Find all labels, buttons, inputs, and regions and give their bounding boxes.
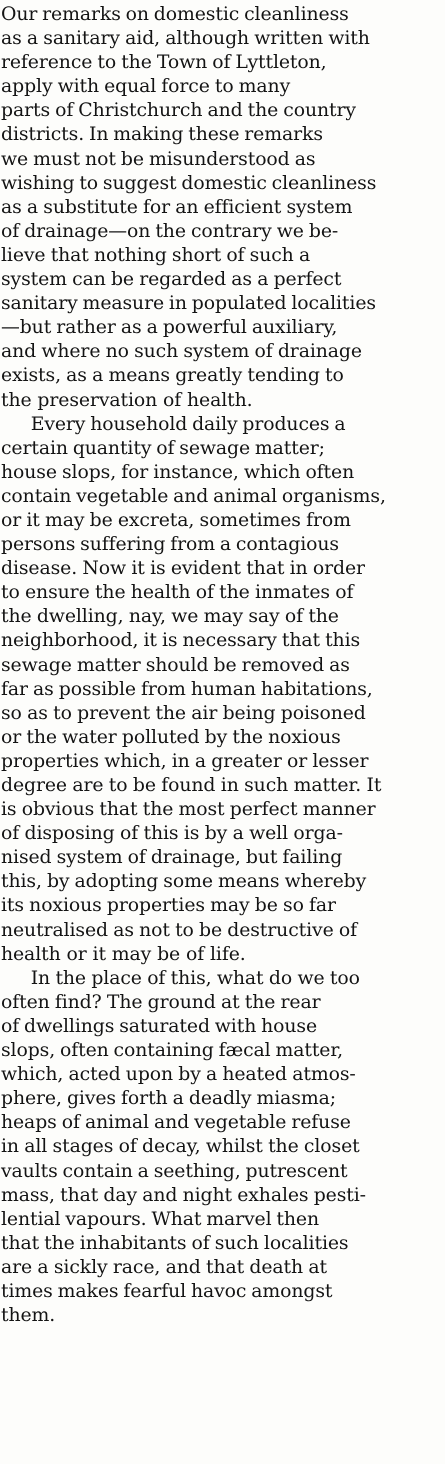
text-line: we must not be misunderstood as <box>0 147 316 170</box>
text-line: wishing to suggest domestic cleanliness <box>0 171 377 194</box>
text-line: system can be regarded as a perfect <box>0 268 342 291</box>
text-line: which, acted upon by a heated atmos- <box>0 1063 356 1086</box>
text-line: mass, that day and night exhales pesti- <box>0 1183 366 1206</box>
text-line: house slops, for instance, which often <box>0 460 355 483</box>
text-line: as a substitute for an efficient system <box>0 195 353 218</box>
article-paragraph <box>0 412 445 966</box>
text-line: Our remarks on domestic cleanliness <box>0 3 349 25</box>
text-line: is obvious that the most perfect manner <box>0 798 376 821</box>
text-line: the dwelling, nay, we may say of the <box>0 605 339 628</box>
text-line: In the place of this, what do we too <box>30 966 360 989</box>
text-line: degree are to be found in such matter. It <box>0 774 382 796</box>
text-line: exists, as a means greatly tending to <box>0 364 344 387</box>
text-line: health or it may be of life. <box>0 942 246 965</box>
text-line: sewage matter should be removed as <box>0 653 350 676</box>
text-line: its noxious properties may be so far <box>0 894 336 917</box>
text-line: lieve that nothing short of such a <box>0 243 311 266</box>
text-line: phere, gives forth a deadly miasma; <box>0 1087 337 1110</box>
text-line: of drainage—on the contrary we be- <box>0 219 339 242</box>
text-line: this, by adopting some means whereby <box>0 870 367 893</box>
text-line: disease. Now it is evident that in order <box>0 557 365 580</box>
text-line: nised system of drainage, but failing <box>0 846 343 869</box>
text-line: the preservation of health. <box>0 388 253 411</box>
text-line: in all stages of decay, whilst the closet <box>0 1135 360 1158</box>
text-line: reference to the Town of Lyttleton, <box>0 51 327 74</box>
text-line: as a sanitary aid, although written with <box>0 27 370 50</box>
text-line: them. <box>0 1304 56 1327</box>
text-line: or it may be excreta, sometimes from <box>0 508 351 531</box>
text-line: certain quantity of sewage matter; <box>0 436 325 459</box>
text-line: districts. In making these remarks <box>0 123 323 146</box>
text-line: so as to prevent the air being poisoned <box>0 701 366 724</box>
text-line: persons suffering from a contagious <box>0 533 339 556</box>
text-line: properties which, in a greater or lesser <box>0 749 369 772</box>
text-line: heaps of animal and vegetable refuse <box>0 1111 351 1134</box>
text-line: neutralised as not to be destructive of <box>0 918 357 941</box>
text-line: parts of Christchurch and the country <box>0 99 356 122</box>
text-line: lential vapours. What marvel then <box>0 1207 319 1230</box>
text-line: —but rather as a powerful auxiliary, <box>0 316 338 339</box>
text-line: often find? The ground at the rear <box>0 990 321 1013</box>
text-line: neighborhood, it is necessary that this <box>0 629 361 652</box>
text-line: to ensure the health of the inmates of <box>0 581 354 604</box>
article-paragraph <box>0 966 445 1327</box>
text-line: are a sickly race, and that death at <box>0 1255 327 1278</box>
text-line: apply with equal force to many <box>0 75 291 98</box>
text-line: Every household daily produces a <box>30 412 346 435</box>
text-line: that the inhabitants of such localities <box>0 1231 349 1254</box>
text-line: far as possible from human habitations, <box>0 677 373 700</box>
article-paragraph <box>0 2 445 412</box>
text-line: or the water polluted by the noxious <box>0 725 341 748</box>
text-line: sanitary measure in populated localities <box>0 292 376 315</box>
text-line: times makes fearful havoc amongst <box>0 1279 333 1302</box>
text-line: of dwellings saturated with house <box>0 1014 318 1037</box>
text-line: contain vegetable and animal organisms, <box>0 484 386 507</box>
text-line: and where no such system of drainage <box>0 340 362 363</box>
text-line: vaults contain a seething, putrescent <box>0 1159 348 1182</box>
text-line: slops, often containing fæcal matter, <box>0 1039 344 1062</box>
text-line: of disposing of this is by a well orga- <box>0 822 343 845</box>
article-column <box>0 2 445 1327</box>
